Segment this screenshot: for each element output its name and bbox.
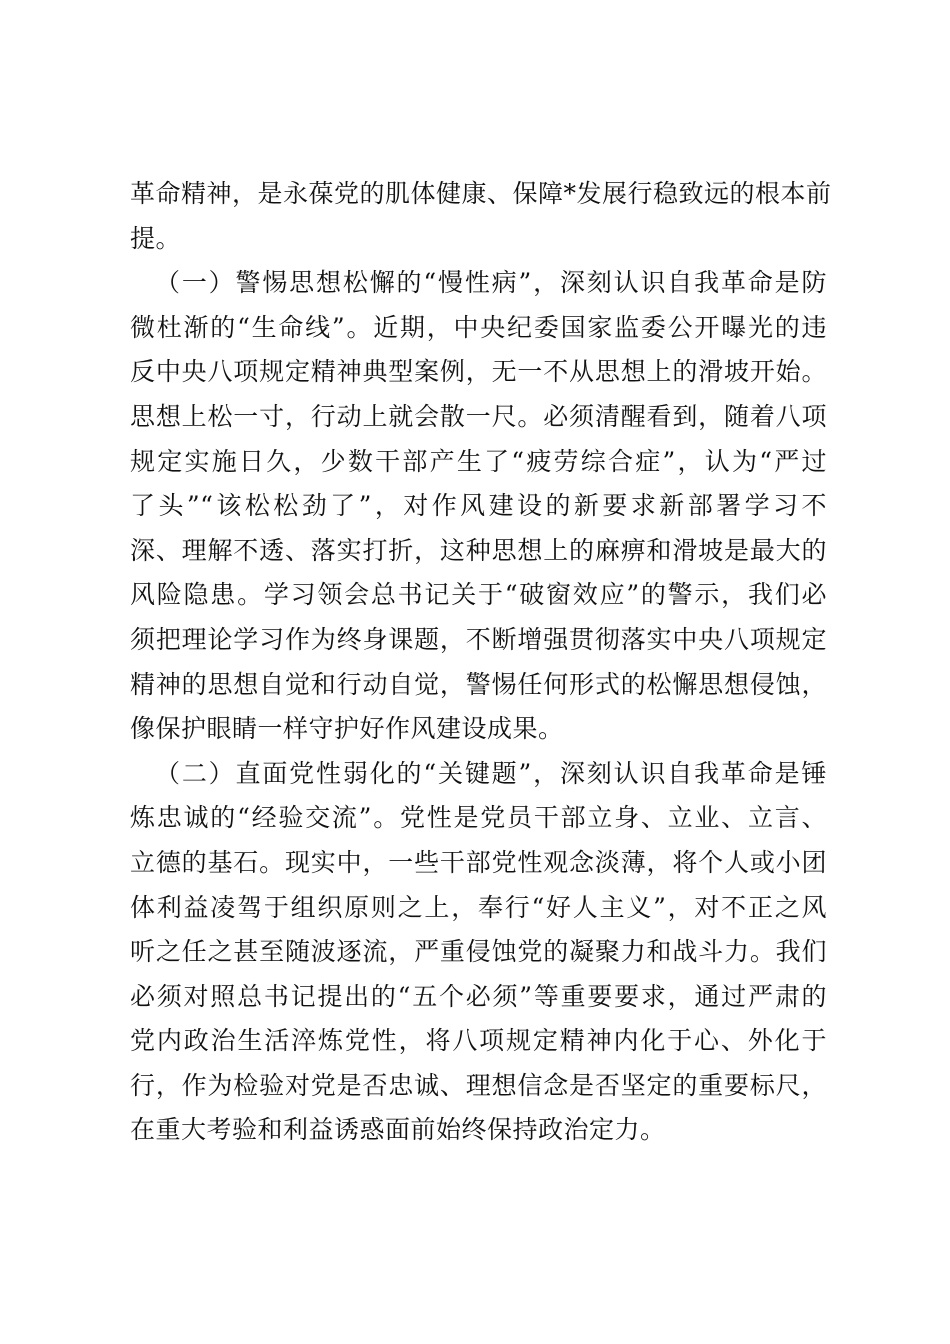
text-line: 反中央八项规定精神典型案例，无一不从思想上的滑坡开始。	[130, 357, 827, 387]
text-line: 思想上松一寸，行动上就会散一尺。必须清醒看到，随着八项	[130, 401, 827, 431]
document-body	[130, 172, 832, 1153]
text-line: 革命精神，是永葆党的肌体健康、保障*发展行稳致远的根本前	[130, 179, 832, 208]
text-line: 听之任之甚至随波逐流，严重侵蚀党的凝聚力和战斗力。我们	[130, 937, 827, 967]
text-line: 微杜渐的“生命线”。近期，中央纪委国家监委公开曝光的违	[130, 312, 827, 342]
text-line: （一）警惕思想松懈的“慢性病”，深刻认识自我革命是防	[155, 268, 827, 298]
text-line: 了头”“该松松劲了”，对作风建设的新要求新部署学习不	[130, 491, 827, 521]
text-line: 风险隐患。学习领会总书记关于“破窗效应”的警示，我们必	[130, 580, 827, 610]
text-line: （二）直面党性弱化的“关键题”，深刻认识自我革命是锤	[155, 758, 827, 788]
text-line: 行，作为检验对党是否忠诚、理想信念是否坚定的重要标尺，	[130, 1070, 827, 1100]
text-line: 体利益凌驾于组织原则之上，奉行“好人主义”，对不正之风	[130, 892, 827, 922]
text-line: 党内政治生活淬炼党性，将八项规定精神内化于心、外化于	[130, 1026, 827, 1056]
paragraph	[130, 261, 827, 752]
paragraph	[130, 172, 832, 261]
text-line: 深、理解不透、落实打折，这种思想上的麻痹和滑坡是最大的	[130, 535, 827, 565]
text-line: 炼忠诚的“经验交流”。党性是党员干部立身、立业、立言、	[130, 803, 827, 833]
text-line: 立德的基石。现实中，一些干部党性观念淡薄，将个人或小团	[130, 847, 827, 877]
text-line: 必须对照总书记提出的“五个必须”等重要要求，通过严肃的	[130, 981, 827, 1011]
text-line: 像保护眼睛一样守护好作风建设成果。	[130, 714, 564, 744]
text-line: 精神的思想自觉和行动自觉，警惕任何形式的松懈思想侵蚀，	[130, 669, 827, 699]
text-line: 提。	[130, 223, 182, 253]
paragraph	[130, 752, 827, 1153]
text-line: 规定实施日久，少数干部产生了“疲劳综合症”，认为“严过	[130, 446, 827, 476]
text-line: 在重大考验和利益诱惑面前始终保持政治定力。	[130, 1115, 666, 1145]
text-line: 须把理论学习作为终身课题，不断增强贯彻落实中央八项规定	[130, 624, 827, 654]
